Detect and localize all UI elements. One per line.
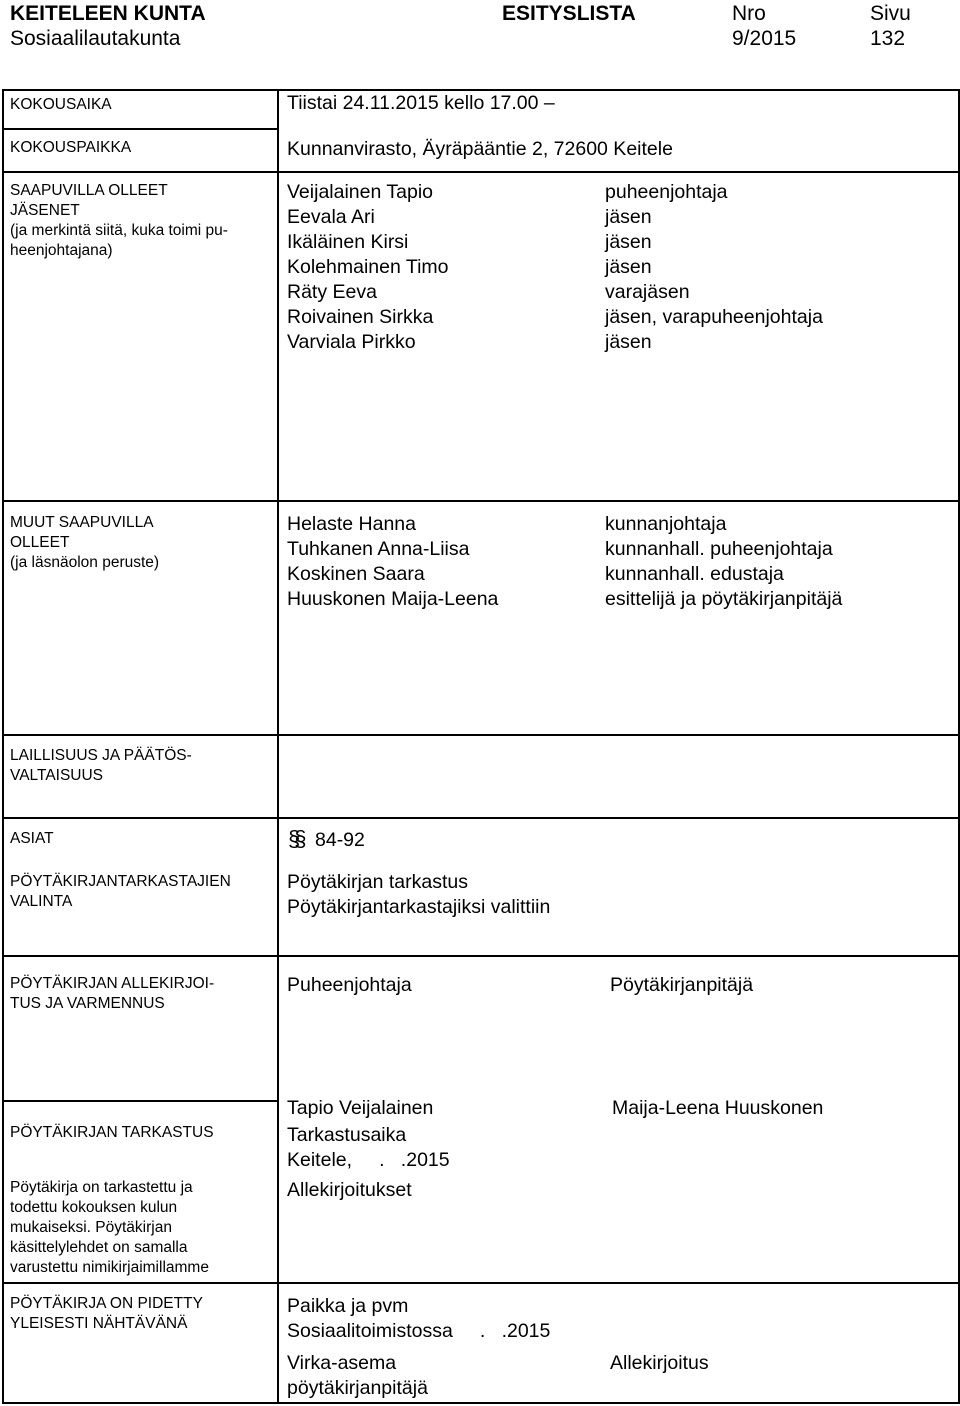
- items-range: 84-92: [315, 829, 365, 851]
- column-divider: [277, 89, 279, 1404]
- meeting-place-value: Kunnanvirasto, Äyräpääntie 2, 72600 Keitele: [287, 138, 673, 160]
- public-display-label: PÖYTÄKIRJA ON PIDETTY YLEISESTI NÄHTÄVÄNÄ: [10, 1295, 203, 1332]
- row-divider: [277, 1282, 960, 1284]
- other-role: esittelijä ja pöytäkirjanpitäjä: [605, 588, 843, 610]
- other-role: kunnanjohtaja: [605, 513, 727, 535]
- row-divider: [2, 500, 279, 502]
- review-signatures-label: Allekirjoitukset: [287, 1179, 412, 1201]
- member-name: Räty Eeva: [287, 281, 377, 303]
- row-divider: [2, 1100, 279, 1102]
- other-names: [287, 512, 498, 612]
- meeting-time-label: KOKOUSAIKA: [10, 96, 112, 113]
- display-place-label: Paikka ja pvm: [287, 1295, 409, 1317]
- sivu-label: Sivu: [870, 2, 911, 25]
- chair-name: Tapio Veijalainen: [287, 1097, 434, 1119]
- chair-title: Puheenjohtaja: [287, 974, 412, 996]
- meeting-place-label: KOKOUSPAIKKA: [10, 139, 132, 156]
- items-label: ASIAT: [10, 830, 54, 847]
- members-label: SAAPUVILLA OLLEET JÄSENET (ja merkintä siitä, kuka toimi pu- heenjohtajana): [10, 182, 228, 259]
- row-divider: [277, 955, 960, 957]
- other-name: Tuhkanen Anna-Liisa: [287, 538, 470, 560]
- municipality-name: KEITELEEN KUNTA: [10, 2, 206, 25]
- display-place-value: Sosiaalitoimistossa . .2015: [287, 1320, 551, 1342]
- member-role: varajäsen: [605, 281, 690, 303]
- other-name: Huuskonen Maija-Leena: [287, 588, 499, 610]
- secretary-title: Pöytäkirjanpitäjä: [610, 974, 754, 996]
- member-name: Veijalainen Tapio: [287, 181, 434, 203]
- review-place-date: Keitele, . .2015: [287, 1149, 450, 1171]
- member-role: jäsen: [605, 206, 652, 228]
- document-type: ESITYSLISTA: [502, 2, 636, 25]
- member-role: jäsen: [605, 231, 652, 253]
- member-role: jäsen: [605, 256, 652, 278]
- secretary-name: Maija-Leena Huuskonen: [612, 1097, 824, 1119]
- row-divider: [2, 1282, 279, 1284]
- frame-bottom-border: [2, 1402, 960, 1404]
- row-divider: [2, 128, 279, 130]
- member-role: puheenjohtaja: [605, 181, 728, 203]
- review-label: PÖYTÄKIRJAN TARKASTUS: [10, 1124, 214, 1141]
- other-role: kunnanhall. edustaja: [605, 563, 784, 585]
- row-divider: [2, 955, 279, 957]
- member-name: Varviala Pirkko: [287, 331, 416, 353]
- row-divider: [2, 817, 279, 819]
- row-divider: [2, 171, 279, 173]
- review-note: Pöytäkirja on tarkastettu ja todettu kokouksen kulun mukaiseksi. Pöytäkirjan käsittelylehdet on samalla varustettu nimikirjaimillamme: [10, 1179, 209, 1276]
- other-name: Helaste Hanna: [287, 513, 416, 535]
- nro-label: Nro: [732, 2, 766, 25]
- inspectors-label: PÖYTÄKIRJANTARKASTAJIEN VALINTA: [10, 873, 231, 910]
- row-divider: [277, 734, 960, 736]
- section-sign-icon: §§: [288, 826, 301, 851]
- member-name: Ikäläinen Kirsi: [287, 231, 409, 253]
- member-name: Roivainen Sirkka: [287, 306, 434, 328]
- member-role: jäsen, varapuheenjohtaja: [605, 306, 823, 328]
- signature-label: Allekirjoitus: [610, 1352, 709, 1374]
- position-label: Virka-asema: [287, 1352, 397, 1374]
- row-divider: [2, 734, 279, 736]
- member-role: jäsen: [605, 331, 652, 353]
- member-name: Kolehmainen Timo: [287, 256, 449, 278]
- others-label: MUUT SAAPUVILLA OLLEET (ja läsnäolon peruste): [10, 514, 160, 571]
- member-name: Eevala Ari: [287, 206, 375, 228]
- board-name: Sosiaalilautakunta: [10, 27, 181, 50]
- nro-value: 9/2015: [732, 27, 797, 50]
- inspectors-text: Pöytäkirjan tarkastus Pöytäkirjantarkastajiksi valittiin: [287, 871, 551, 918]
- meeting-time-value: Tiistai 24.11.2015 kello 17.00 –: [287, 92, 555, 114]
- row-divider: [277, 500, 960, 502]
- legality-label: LAILLISUUS JA PÄÄTÖS- VALTAISUUS: [10, 747, 192, 784]
- other-role: kunnanhall. puheenjohtaja: [605, 538, 833, 560]
- frame-left-border: [2, 89, 4, 1404]
- member-names: [287, 180, 449, 355]
- row-divider: [277, 171, 960, 173]
- sivu-value: 132: [870, 27, 906, 50]
- other-roles: [605, 512, 842, 612]
- member-roles: [605, 180, 823, 355]
- review-time-label: Tarkastusaika: [287, 1124, 407, 1146]
- signing-label: PÖYTÄKIRJAN ALLEKIRJOI- TUS JA VARMENNUS: [10, 975, 215, 1012]
- position-value: pöytäkirjanpitäjä: [287, 1377, 428, 1399]
- row-divider: [277, 817, 960, 819]
- other-name: Koskinen Saara: [287, 563, 425, 585]
